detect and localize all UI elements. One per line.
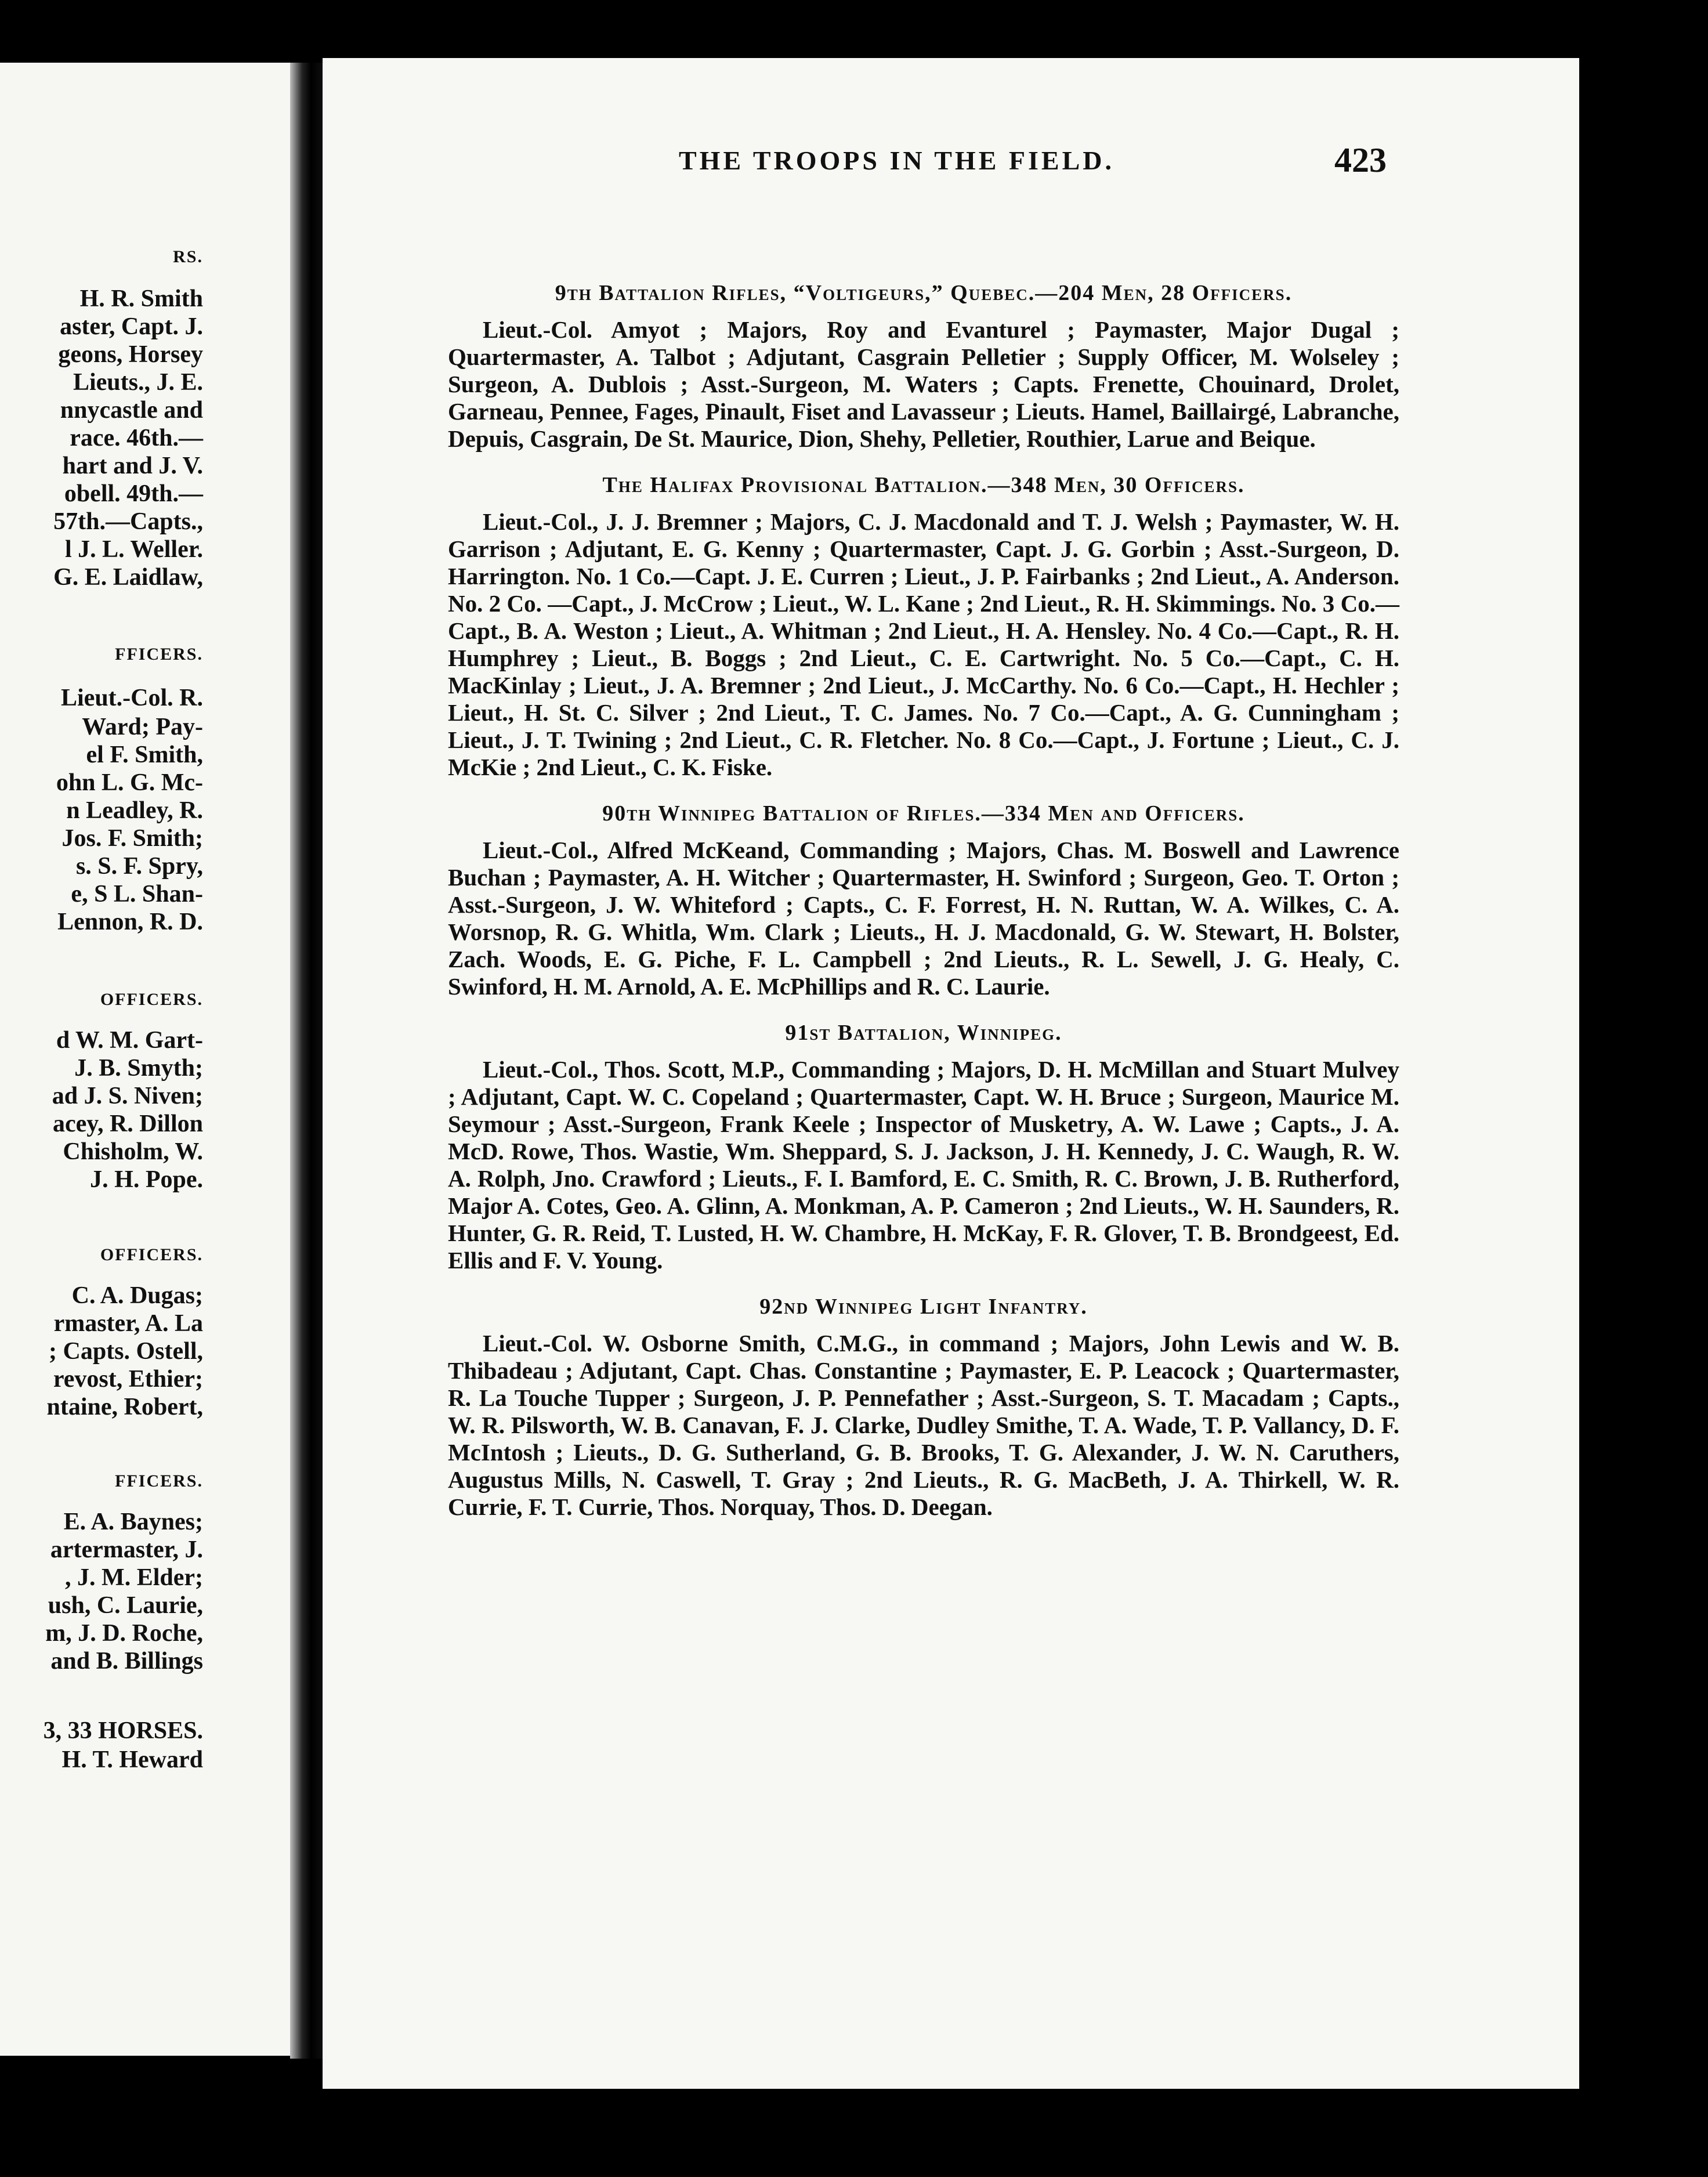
- left-page-line: aster, Capt. J.: [60, 313, 203, 340]
- section-9th-battalion: [448, 276, 1399, 453]
- left-page-line: , J. M. Elder;: [65, 1564, 203, 1591]
- left-page-line: obell. 49th.—: [64, 480, 203, 507]
- section-body: Lieut.-Col., Thos. Scott, M.P., Commanding ; Majors, D. H. McMillan and Stuart Mulvey ; Adjutant, Capt. W. C. Copeland ; Quartermaster, Capt. W. H. Bruce ; Surgeon, Maurice M. Seymour ; Asst.-Surgeon, Frank Keele ; Inspector of Musketry, A. W. Lawe ; Capts., J. A. McD. Rowe, Thos. Wastie, Wm. Sheppard, S. J. Jackson, J. H. Kennedy, J. C. Waugh, R. W. A. Rolph, Jno. Crawford ; Lieuts., F. I. Bamford, E. C. Smith, R. C. Brown, J. B. Rutherford, Major A. Cotes, Geo. A. Glinn, A. Monkman, A. P. Cameron ; 2nd Lieuts., W. H. Saunders, R. Hunter, G. R. Reid, T. Lusted, H. W. Chambre, H. McKay, F. R. Glover, T. B. Brondgeest, Ed. Ellis and F. V. Young.: [448, 1056, 1399, 1274]
- left-page-line: Chisholm, W.: [63, 1138, 203, 1165]
- section-title: The Halifax Provisional Battalion.—348 Men, 30 Officers.: [602, 473, 1245, 497]
- left-page-line: Lieut.-Col. R.: [61, 685, 203, 711]
- page-number: 423: [1334, 141, 1387, 179]
- left-page-line: ush, C. Laurie,: [48, 1592, 203, 1619]
- left-page-line: hart and J. V.: [62, 453, 203, 479]
- section-halifax-battalion: [448, 468, 1399, 781]
- left-page-line: rmaster, A. La: [53, 1310, 203, 1337]
- left-page-line: ad J. S. Niven;: [52, 1083, 203, 1109]
- section-90th-battalion: [448, 796, 1399, 1000]
- section-92nd-light-infantry: [448, 1289, 1399, 1521]
- left-page-line: race. 46th.—: [70, 425, 203, 451]
- left-page-line: 3, 33 HORSES.: [43, 1717, 203, 1744]
- left-page-line: 57th.—Capts.,: [53, 508, 203, 535]
- left-page-line: G. E. Laidlaw,: [53, 564, 203, 591]
- book-spine: [290, 63, 325, 2059]
- page-header: [348, 141, 1387, 197]
- left-page-line: el F. Smith,: [86, 742, 203, 768]
- left-page-line: H. T. Heward: [61, 1746, 203, 1773]
- section-91st-battalion: [448, 1015, 1399, 1274]
- left-page-line: Jos. F. Smith;: [61, 825, 203, 852]
- left-page-line: OFFICERS.: [100, 1245, 203, 1264]
- left-page-line: nnycastle and: [60, 397, 203, 424]
- section-title: 92nd Winnipeg Light Infantry.: [759, 1294, 1088, 1319]
- page-content: [448, 276, 1399, 1536]
- left-page-line: e, S L. Shan-: [71, 881, 203, 907]
- left-page-line: geons, Horsey: [58, 341, 203, 368]
- left-page-line: ohn L. G. Mc-: [56, 769, 203, 796]
- left-page-line: RS.: [173, 247, 203, 266]
- section-title: 9th Battalion Rifles, “Voltigeurs,” Quebec.—204 Men, 28 Officers.: [555, 281, 1293, 305]
- section-body: Lieut.-Col., J. J. Bremner ; Majors, C. J. Macdonald and T. J. Welsh ; Paymaster, W. H. Garrison ; Adjutant, E. G. Kenny ; Quartermaster, Capt. J. G. Gorbin ; Asst.-Surgeon, D. Harrington. No. 1 Co.—Capt. J. E. Curren ; Lieut., J. P. Fairbanks ; 2nd Lieut., A. Anderson. No. 2 Co. —Capt., J. McCrow ; Lieut., W. L. Kane ; 2nd Lieut., R. H. Skimmings. No. 3 Co.—Capt., B. A. Weston ; Lieut., A. Whitman ; 2nd Lieut., H. A. Hensley. No. 4 Co.—Capt., R. H. Humphrey ; Lieut., B. Boggs ; 2nd Lieut., C. E. Cartwright. No. 5 Co.—Capt., C. H. MacKinlay ; Lieut., J. A. Bremner ; 2nd Lieut., J. McCarthy. No. 6 Co.—Capt., H. Hechler ; Lieut., H. St. C. Silver ; 2nd Lieut., T. C. James. No. 7 Co.—Capt., A. G. Cunningham ; Lieut., J. T. Twining ; 2nd Lieut., C. R. Fletcher. No. 8 Co.—Capt., J. Fortune ; Lieut., C. J. McKie ; 2nd Lieut., C. K. Fiske.: [448, 508, 1399, 780]
- left-page-line: ; Capts. Ostell,: [49, 1338, 203, 1365]
- left-page-line: l J. L. Weller.: [64, 536, 203, 563]
- left-page-line: J. B. Smyth;: [74, 1055, 203, 1082]
- left-page-line: ntaine, Robert,: [46, 1394, 203, 1420]
- left-page-line: n Leadley, R.: [66, 797, 203, 824]
- section-title: 90th Winnipeg Battalion of Rifles.—334 Men and Officers.: [602, 801, 1245, 826]
- section-body: Lieut.-Col. W. Osborne Smith, C.M.G., in command ; Majors, John Lewis and W. B. Thibadeau ; Adjutant, Capt. Chas. Constantine ; Paymaster, E. P. Leacock ; Quartermaster, R. La Touche Tupper ; Surgeon, J. P. Pennefather ; Asst.-Surgeon, S. T. Macadam ; Capts., W. R. Pilsworth, W. B. Canavan, F. J. Clarke, Dudley Smithe, T. A. Wade, T. P. Vallancy, D. F. McIntosh ; Lieuts., D. G. Sutherland, G. B. Brooks, T. G. Alexander, J. W. N. Caruthers, Augustus Mills, N. Caswell, T. Gray ; 2nd Lieuts., R. G. MacBeth, J. A. Thirkell, W. R. Currie, F. T. Currie, Thos. Norquay, Thos. D. Deegan.: [448, 1330, 1399, 1520]
- left-page-fragment: [0, 63, 290, 2056]
- left-page-line: FFICERS.: [115, 1471, 203, 1491]
- section-title: 91st Battalion, Winnipeg.: [785, 1021, 1062, 1045]
- left-page-line: d W. M. Gart-: [56, 1027, 203, 1054]
- left-page-line: and B. Billings: [50, 1648, 203, 1675]
- left-page-line: C. A. Dugas;: [71, 1282, 203, 1309]
- left-page-line: m, J. D. Roche,: [45, 1620, 203, 1647]
- left-page-line: Ward; Pay-: [82, 714, 203, 740]
- running-head: THE TROOPS IN THE FIELD.: [679, 146, 1114, 175]
- left-page-line: Lennon, R. D.: [57, 909, 203, 935]
- left-page-line: artermaster, J.: [50, 1536, 203, 1563]
- left-page-line: Lieuts., J. E.: [73, 369, 203, 396]
- left-page-line: FFICERS.: [115, 645, 203, 664]
- section-body: Lieut.-Col. Amyot ; Majors, Roy and Evanturel ; Paymaster, Major Dugal ; Quartermaster, A. Talbot ; Adjutant, Casgrain Pelletier ; Supply Officer, M. Wolseley ; Surgeon, A. Dublois ; Asst.-Surgeon, M. Waters ; Capts. Frenette, Chouinard, Drolet, Garneau, Pennee, Fages, Pinault, Fiset and Lavasseur ; Lieuts. Hamel, Baillairgé, Labranche, Depuis, Casgrain, De St. Maurice, Dion, Shehy, Pelletier, Routhier, Larue and Beique.: [448, 316, 1399, 452]
- left-page-line: OFFICERS.: [100, 990, 203, 1009]
- left-page-line: J. H. Pope.: [90, 1166, 203, 1193]
- left-page-line: revost, Ethier;: [53, 1366, 203, 1393]
- section-body: Lieut.-Col., Alfred McKeand, Commanding ; Majors, Chas. M. Boswell and Lawrence Buchan ; Paymaster, A. H. Witcher ; Quartermaster, H. Swinford ; Surgeon, Geo. T. Orton ; Asst.-Surgeon, J. W. Whiteford ; Capts., C. F. Forrest, H. N. Ruttan, W. A. Wilkes, C. A. Worsnop, R. G. Whitla, Wm. Clark ; Lieuts., H. J. Macdonald, G. W. Stewart, H. Bolster, Zach. Woods, E. G. Piche, F. L. Campbell ; 2nd Lieuts., R. L. Sewell, J. G. Healy, C. Swinford, H. M. Arnold, A. E. McPhillips and R. C. Laurie.: [448, 837, 1399, 1000]
- left-page-line: s. S. F. Spry,: [75, 853, 203, 880]
- left-page-line: H. R. Smith: [79, 285, 203, 312]
- left-page-line: acey, R. Dillon: [53, 1111, 203, 1137]
- left-page-line: E. A. Baynes;: [63, 1509, 203, 1535]
